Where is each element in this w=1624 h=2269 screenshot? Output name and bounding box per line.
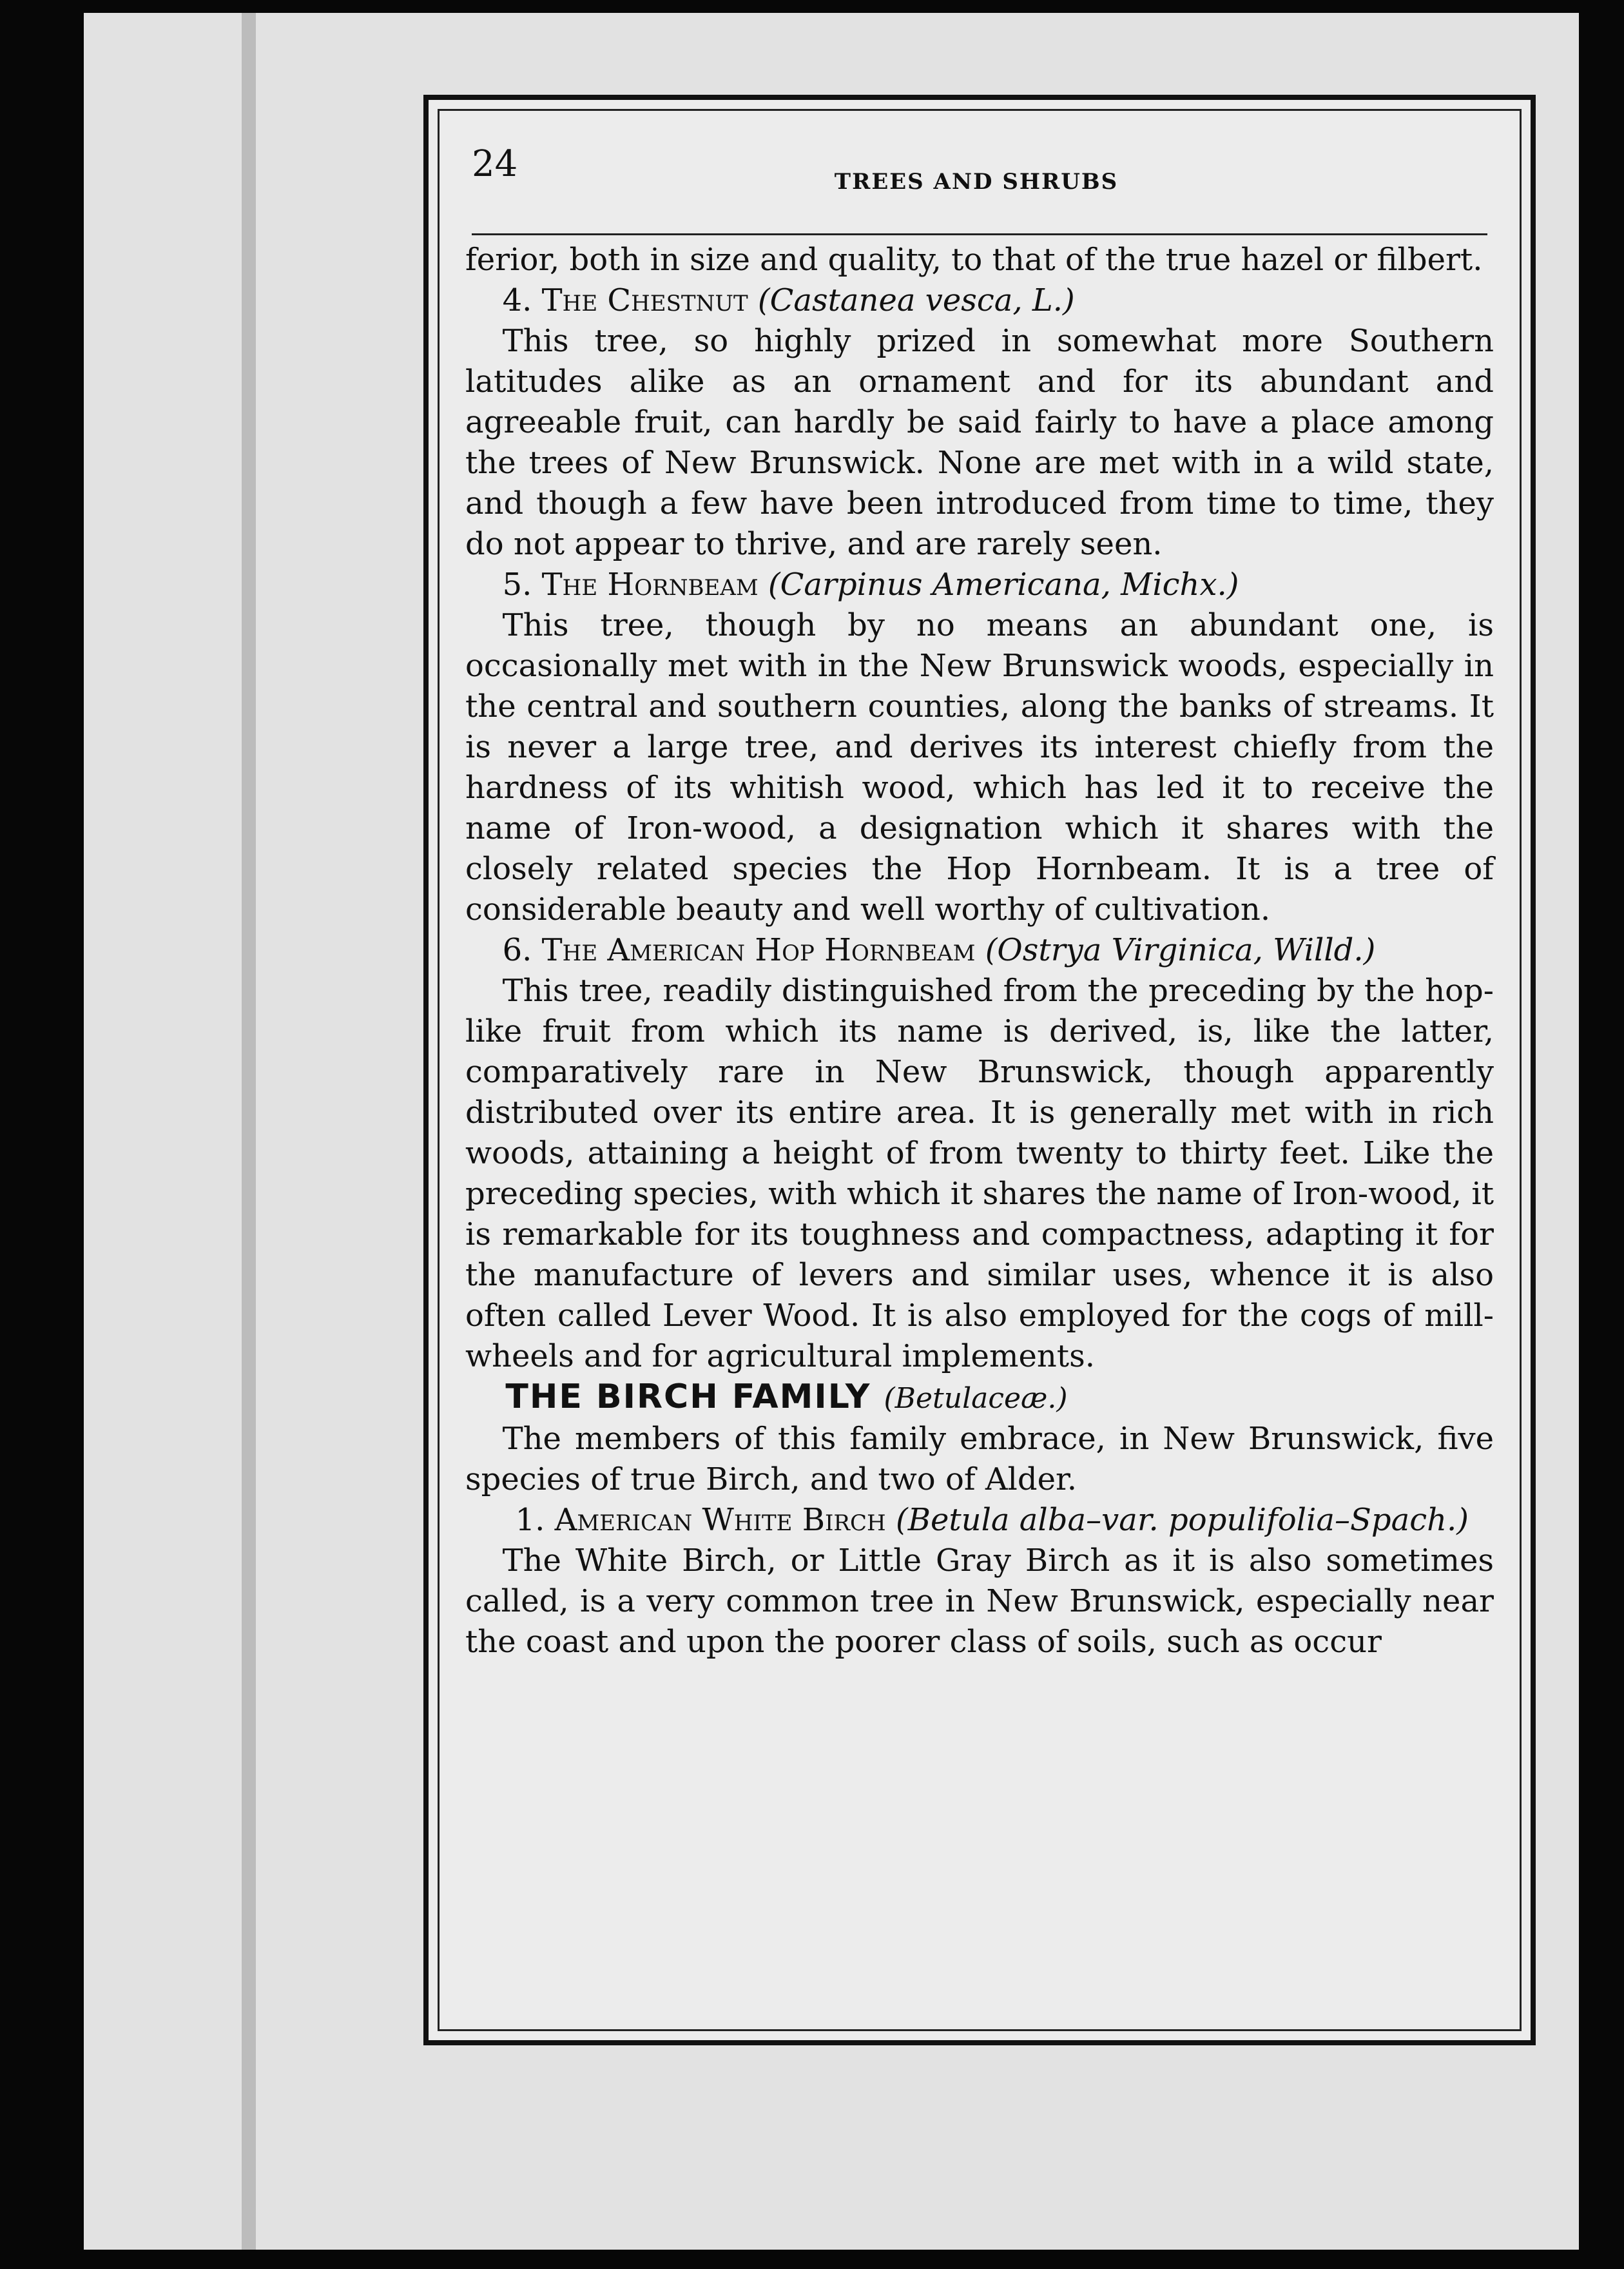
heading-latin: (Castanea vesca, L.) — [757, 282, 1075, 318]
paragraph-continued: ferior, both in size and quality, to that of the true hazel or filbert. — [465, 242, 1483, 278]
heading-number: 4. — [502, 282, 532, 318]
book-page — [84, 13, 1579, 2250]
heading-number: 5. — [502, 567, 532, 603]
heading-latin: (Ostrya Virginica, Willd.) — [985, 932, 1376, 968]
page-header — [472, 143, 1481, 214]
page-frame-inner — [438, 109, 1522, 2031]
paragraph-birch-family: The members of this family embrace, in New Brunswick, five species of true Birch, and two of Alder. — [465, 1421, 1494, 1497]
page-number: 24 — [472, 143, 518, 185]
section-heading-hornbeam — [465, 565, 1494, 605]
page-frame-outer — [423, 95, 1536, 2045]
page-content — [465, 240, 1494, 1662]
heading-number: 1. — [515, 1502, 545, 1538]
running-head: TREES AND SHRUBS — [834, 169, 1119, 195]
paragraph-white-birch: The White Birch, or Little Gray Birch as it is also sometimes called, is a very common tree in New Brunswick, especially near the coast and upon the poorer class of soils, such as occur — [465, 1543, 1494, 1660]
family-title-latin: (Betulaceæ.) — [884, 1382, 1068, 1415]
paragraph-hop-hornbeam: This tree, readily distinguished from the preceding by the hop-like fruit from which its name is derived, is, like the latter, comparatively rare in New Brunswick, though apparently distributed over its entire area. It is generally met with in rich woods, attaining a height of from twenty to thirty feet. Like the preceding species, with which it shares the name of Iron-wood, it is remarkable for its toughness and compactness, adapting it for the manufacture of levers and similar uses, whence it is also often called Lever Wood. It is also employed for the cogs of mill-wheels and for agricultural implements. — [465, 973, 1494, 1374]
heading-latin: (Carpinus Americana, Michx.) — [768, 567, 1239, 603]
paragraph-hornbeam: This tree, though by no means an abundant one, is occasionally met with in the New Brunswick woods, especially in the central and southern counties, along the banks of streams. It is never a large tree, and derives its interest chiefly from the hardness of its whitish wood, which has led it to receive the name of Iron-wood, a designation which it shares with the closely related species the Hop Hornbeam. It is a tree of considerable beauty and well worthy of cultivation. — [465, 607, 1494, 928]
heading-latin: (Betula alba–var. populifolia–Spach.) — [895, 1502, 1469, 1538]
header-rule — [472, 233, 1487, 235]
page-gutter — [242, 13, 256, 2250]
heading-name: American White Birch — [554, 1502, 886, 1538]
section-heading-white-birch — [465, 1500, 1494, 1541]
family-title-text: THE BIRCH FAMILY — [505, 1378, 871, 1416]
paragraph-chestnut: This tree, so highly prized in somewhat more Southern latitudes alike as an ornament and for its abundant and agreeable fruit, can hardly be said fairly to have a place among the trees of New Brunswick. None are met with in a wild state, and though a few have been introduced from time to time, they do not appear to thrive, and are rarely seen. — [465, 323, 1494, 562]
heading-number: 6. — [502, 932, 532, 968]
section-heading-hop-hornbeam — [465, 930, 1494, 971]
heading-name: The Chestnut — [541, 282, 748, 318]
section-heading-chestnut — [465, 280, 1494, 321]
heading-name: The American Hop Hornbeam — [541, 932, 976, 968]
heading-name: The Hornbeam — [541, 567, 759, 603]
family-title — [465, 1377, 1494, 1419]
